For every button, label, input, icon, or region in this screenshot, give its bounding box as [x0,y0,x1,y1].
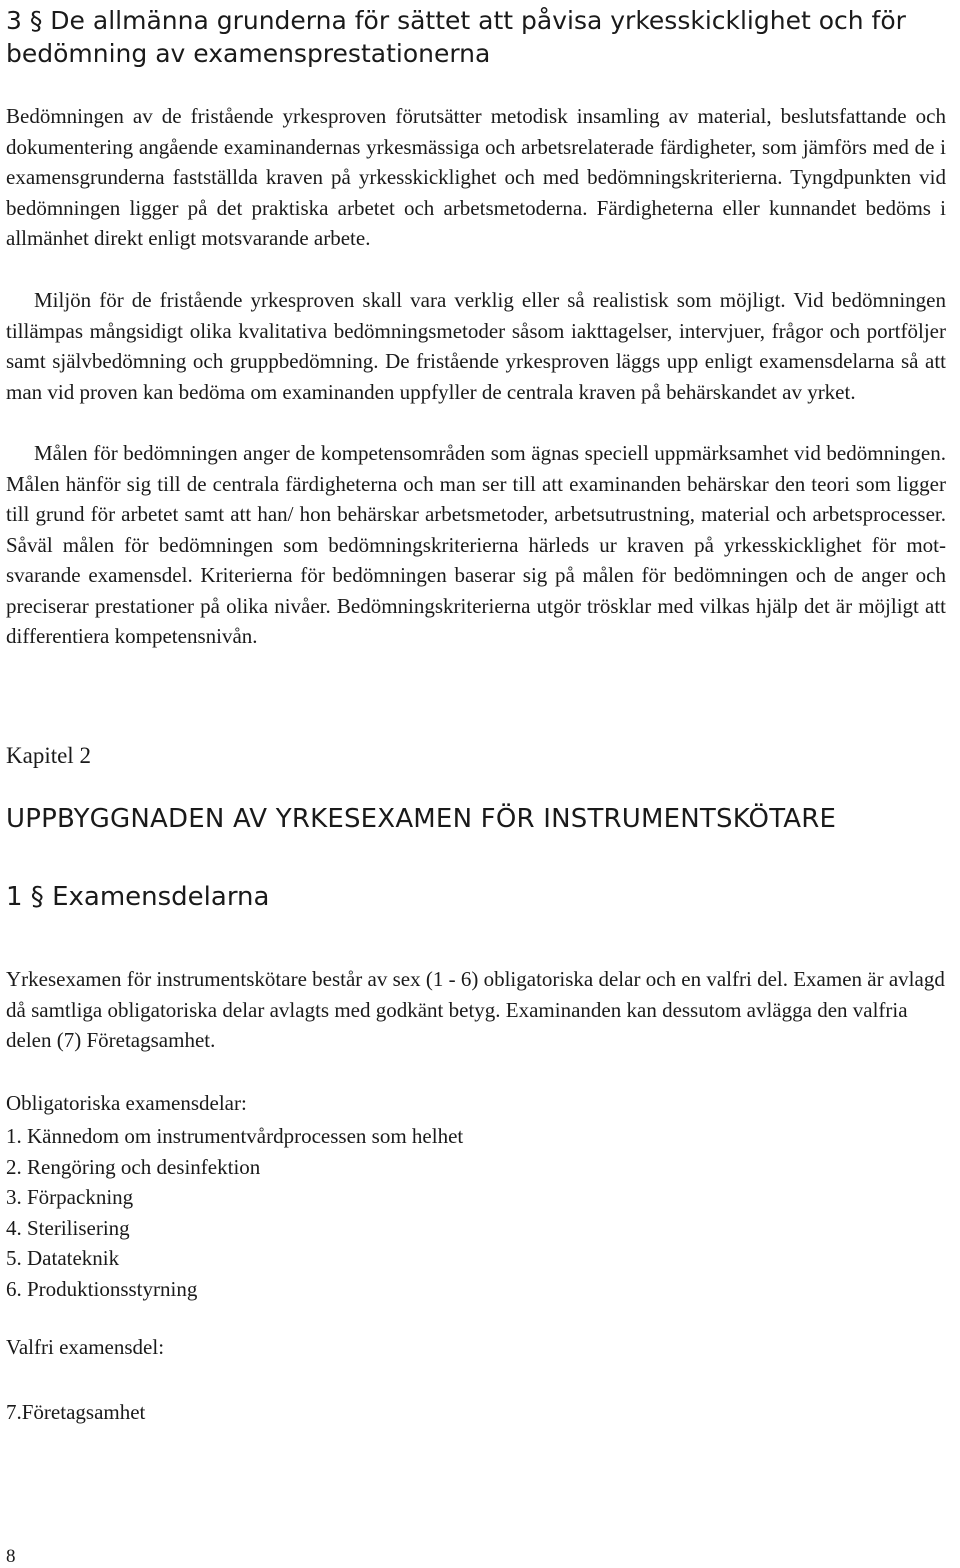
chapter-title: UPPBYGGNADEN AV YRKESEXAMEN FÖR INSTRUMENTSKÖTARE [6,804,837,834]
section-3-paragraph-1: Bedömningen av de fristående yrkesproven förutsätter metodisk insamling av material, beslutsfattande och dokumentering angående examinandernas yrkesmässiga och arbetsrelaterade färdigheter, som jämförs med de i examensgrunderna fastställda kraven på yrkesskicklighet och med bedömningskriterierna. Tyngdpunkten vid bedömningen ligger på det praktiska arbetet och arbetsmetoderna. Färdigheterna eller kunnandet bedöms i allmänhet direkt enligt motsvarande arbete. [6,104,946,250]
section-3-paragraph-3: Målen för bedömningen anger de kompetensområden som ägnas speciell uppmärksamhet vid bedömningen. Målen hänför sig till de centrala färdigheterna och man ser till att examinanden behärskar den teori som ligger till grund för arbetet samt att han/ hon behärskar arbetsmetoder, arbetsutrustning, material och arbetsprocesser. Såväl målen för bedömningen som bedömningskriterierna härleds ur kraven på yrkesskicklighet för motsvarande examensdel. Kriterierna för bedömningen baserar sig på målen för bedömningen och de anger och preciserar prestationer på olika nivåer. Bedömningskriterierna utgör trösklar med vilkas hjälp det är möjligt att differentiera kompetensnivån. [6,441,946,648]
section-3-heading: 3 § De allmänna grunderna för sättet att påvisa yrkesskicklighet och för bedömning av examensprestationerna [6,6,906,68]
chapter-label: Kapitel 2 [6,743,91,768]
mandatory-parts-list [6,1121,463,1304]
optional-part-item: 7.Företagsamhet [6,1400,146,1424]
mandatory-parts-label: Obligatoriska examensdelar: [6,1091,247,1115]
list-item: 5. Datateknik [6,1246,120,1270]
list-item: 4. Sterilisering [6,1215,130,1240]
section-1-heading: 1 § Examensdelarna [6,882,270,912]
section-3-paragraph-2: Miljön för de fristående yrkesproven skall vara verklig eller så realistisk som möjligt. Vid bedömningen tillämpas mångsidigt olika kvalitativa bedömningsmetoder såsom iakttagelser, intervjuer, frågor och portföljer samt självbedömning och gruppbedömning. De fristående yrkesproven läggs upp enligt examensdelarna så att man vid proven kan bedöma om examinanden uppfyller de centrala kraven på behärskandet av yrket. [6,288,946,404]
list-item: 6. Produktionsstyrning [6,1276,198,1301]
list-item: 2. Rengöring och desinfektion [6,1154,261,1179]
list-item: 1. Kännedom om instrumentvårdprocessen som helhet [6,1124,464,1148]
section-1-intro: Yrkesexamen för instrumentskötare består av sex (1 - 6) obligatoriska delar och en valfri del. Examen är avlagd då samtliga obligatoriska delar avlagts med godkänt betyg. Examinanden kan dessutom avlägga den valfria delen (7) Företagsamhet. [6,967,945,1052]
page-number: 8 [6,1546,16,1567]
list-item: 3. Förpackning [6,1185,134,1209]
optional-part-label: Valfri examensdel: [6,1335,165,1359]
